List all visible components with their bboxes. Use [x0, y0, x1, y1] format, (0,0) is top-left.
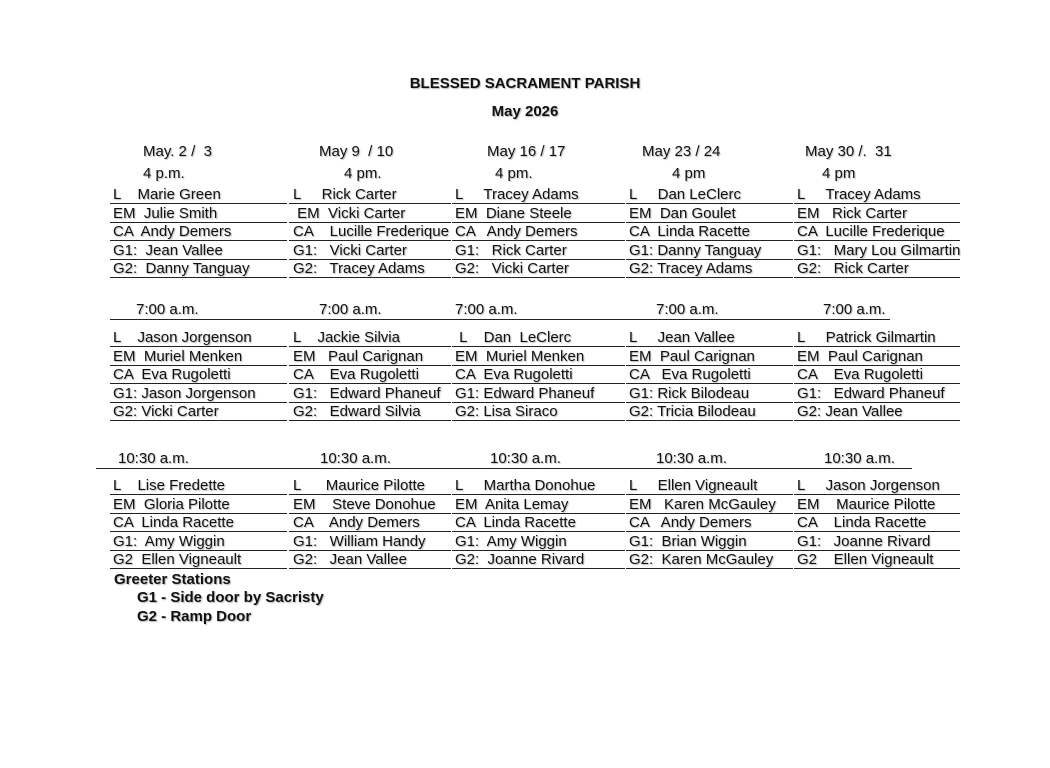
row-underline — [289, 203, 451, 204]
assignment-cell: CA Andy Demers — [455, 223, 578, 241]
assignment-cell: G2: Karen McGauley — [629, 551, 774, 569]
row-underline — [110, 494, 287, 495]
assignment-cell: G2: Rick Carter — [797, 260, 909, 278]
assignment-cell: EM Vicki Carter — [293, 204, 406, 222]
assignment-cell: G1: Brian Wiggin — [629, 532, 747, 550]
assignment-cell: G1: Edward Phaneuf — [797, 384, 945, 402]
assignment-cell: EM Julie Smith — [113, 204, 218, 222]
row-underline — [289, 346, 451, 347]
assignment-cell: L Jackie Silvia — [293, 329, 400, 346]
service-time: 4 pm. — [344, 165, 382, 182]
assignment-cell: G2: Vicki Carter — [455, 260, 569, 278]
assignment-cell: CA Lucille Frederique — [797, 223, 945, 241]
row-underline — [110, 277, 287, 278]
service-time: 7:00 a.m. — [136, 301, 199, 318]
row-underline — [626, 568, 793, 569]
row-underline — [626, 494, 793, 495]
time-row-line — [96, 468, 912, 469]
row-underline — [794, 277, 960, 278]
date-header: May 16 / 17 — [487, 143, 566, 160]
assignment-cell: G2: Tracey Adams — [293, 260, 425, 278]
assignment-cell: G1: Rick Carter — [455, 241, 567, 259]
assignment-cell: L Patrick Gilmartin — [797, 329, 936, 346]
assignment-cell: G1: William Handy — [293, 532, 426, 550]
assignment-cell: L Tracey Adams — [797, 186, 921, 203]
assignment-cell: CA Andy Demers — [293, 514, 420, 532]
assignment-cell: G1: Jean Vallee — [113, 241, 223, 259]
assignment-cell: G2: Jean Vallee — [797, 403, 903, 421]
assignment-cell: G2: Vicki Carter — [113, 403, 219, 421]
assignment-cell: G1: Amy Wiggin — [455, 532, 567, 550]
assignment-cell: L Marie Green — [113, 186, 221, 203]
assignment-cell: CA Eva Rugoletti — [455, 366, 573, 384]
assignment-cell: G2: Edward Silvia — [293, 403, 421, 421]
assignment-cell: EM Diane Steele — [455, 204, 572, 222]
assignment-cell: G1: Mary Lou Gilmartin — [797, 241, 961, 259]
assignment-cell: G1: Edward Phaneuf — [293, 384, 441, 402]
assignment-cell: CA Andy Demers — [629, 514, 752, 532]
assignment-cell: EM Muriel Menken — [455, 347, 585, 365]
greeter-heading: Greeter Stations — [114, 571, 231, 588]
row-underline — [626, 203, 793, 204]
assignment-cell: G2 Ellen Vigneault — [113, 551, 242, 569]
service-time: 7:00 a.m. — [823, 301, 886, 318]
row-underline — [626, 420, 793, 421]
assignment-cell: G1: Vicki Carter — [293, 241, 407, 259]
assignment-cell: L Jason Jorgenson — [113, 329, 252, 346]
assignment-cell: G1: Edward Phaneuf — [455, 384, 595, 402]
assignment-cell: L Jason Jorgenson — [797, 477, 940, 494]
assignment-cell: L Martha Donohue — [455, 477, 596, 494]
assignment-cell: G2: Joanne Rivard — [455, 551, 585, 569]
row-underline — [452, 494, 625, 495]
row-underline — [110, 203, 287, 204]
row-underline — [794, 568, 960, 569]
assignment-cell: L Ellen Vigneault — [629, 477, 758, 494]
assignment-cell: G2: Danny Tanguay — [113, 260, 250, 278]
service-time: 7:00 a.m. — [656, 301, 719, 318]
assignment-cell: G2 Ellen Vigneault — [797, 551, 934, 569]
assignment-cell: G2: Lisa Siraco — [455, 403, 558, 421]
assignment-cell: L Dan LeClerc — [629, 186, 741, 203]
assignment-cell: CA Lucille Frederique — [293, 223, 449, 241]
row-underline — [289, 277, 451, 278]
date-header: May 23 / 24 — [642, 143, 721, 160]
assignment-cell: G1: Danny Tanguay — [629, 241, 762, 259]
assignment-cell: G1: Jason Jorgenson — [113, 384, 256, 402]
row-underline — [794, 346, 960, 347]
assignment-cell: G1: Amy Wiggin — [113, 532, 225, 550]
service-time: 4 p.m. — [143, 165, 185, 182]
row-underline — [794, 420, 960, 421]
row-underline — [452, 420, 625, 421]
date-header: May 30 /. 31 — [805, 143, 892, 160]
assignment-cell: CA Eva Rugoletti — [113, 366, 231, 384]
row-underline — [289, 568, 451, 569]
row-underline — [110, 346, 287, 347]
assignment-cell: EM Steve Donohue — [293, 495, 436, 513]
greeter-g1: G1 - Side door by Sacristy — [137, 589, 324, 606]
assignment-cell: EM Paul Carignan — [629, 347, 755, 365]
assignment-cell: G2: Jean Vallee — [293, 551, 407, 569]
assignment-cell: L Jean Vallee — [629, 329, 735, 346]
assignment-cell: CA Eva Rugoletti — [629, 366, 751, 384]
row-underline — [110, 568, 287, 569]
greeter-g2: G2 - Ramp Door — [137, 608, 252, 625]
assignment-cell: G1: Joanne Rivard — [797, 532, 931, 550]
row-underline — [626, 346, 793, 347]
time-row-line — [110, 319, 890, 320]
assignment-cell: G2: Tricia Bilodeau — [629, 403, 756, 421]
assignment-cell: EM Rick Carter — [797, 204, 908, 222]
assignment-cell: EM Paul Carignan — [293, 347, 424, 365]
row-underline — [794, 203, 960, 204]
row-underline — [794, 494, 960, 495]
row-underline — [452, 203, 625, 204]
service-time: 4 pm. — [495, 165, 533, 182]
assignment-cell: EM Anita Lemay — [455, 495, 569, 513]
assignment-cell: CA Linda Racette — [797, 514, 927, 532]
assignment-cell: EM Muriel Menken — [113, 347, 243, 365]
row-underline — [289, 494, 451, 495]
row-underline — [452, 568, 625, 569]
service-time: 7:00 a.m. — [455, 301, 518, 318]
date-header: May 9 / 10 — [319, 143, 394, 160]
service-time: 10:30 a.m. — [490, 450, 561, 467]
assignment-cell: CA Eva Rugoletti — [293, 366, 419, 384]
assignment-cell: CA Andy Demers — [113, 223, 232, 241]
assignment-cell: EM Gloria Pilotte — [113, 495, 230, 513]
service-time: 4 pm — [822, 165, 856, 182]
service-time: 10:30 a.m. — [656, 450, 727, 467]
row-underline — [289, 420, 451, 421]
row-underline — [452, 346, 625, 347]
assignment-cell: EM Karen McGauley — [629, 495, 776, 513]
assignment-cell: CA Linda Racette — [113, 514, 234, 532]
assignment-cell: G2: Tracey Adams — [629, 260, 753, 278]
row-underline — [452, 277, 625, 278]
row-underline — [110, 420, 287, 421]
assignment-cell: CA Linda Racette — [629, 223, 750, 241]
date-header: May. 2 / 3 — [143, 143, 212, 160]
service-time: 7:00 a.m. — [319, 301, 382, 318]
page-title: BLESSED SACRAMENT PARISH — [409, 75, 641, 92]
assignment-cell: L Rick Carter — [293, 186, 397, 203]
assignment-cell: EM Maurice Pilotte — [797, 495, 936, 513]
assignment-cell: EM Paul Carignan — [797, 347, 923, 365]
assignment-cell: L Dan LeClerc — [455, 329, 572, 346]
assignment-cell: CA Linda Racette — [455, 514, 576, 532]
assignment-cell: L Maurice Pilotte — [293, 477, 425, 494]
service-time: 4 pm — [672, 165, 706, 182]
page-subtitle: May 2026 — [491, 103, 559, 120]
assignment-cell: EM Dan Goulet — [629, 204, 736, 222]
row-underline — [626, 277, 793, 278]
service-time: 10:30 a.m. — [320, 450, 391, 467]
assignment-cell: L Lise Fredette — [113, 477, 226, 494]
assignment-cell: CA Eva Rugoletti — [797, 366, 923, 384]
service-time: 10:30 a.m. — [824, 450, 895, 467]
service-time: 10:30 a.m. — [118, 450, 189, 467]
assignment-cell: L Tracey Adams — [455, 186, 579, 203]
assignment-cell: G1: Rick Bilodeau — [629, 384, 750, 402]
